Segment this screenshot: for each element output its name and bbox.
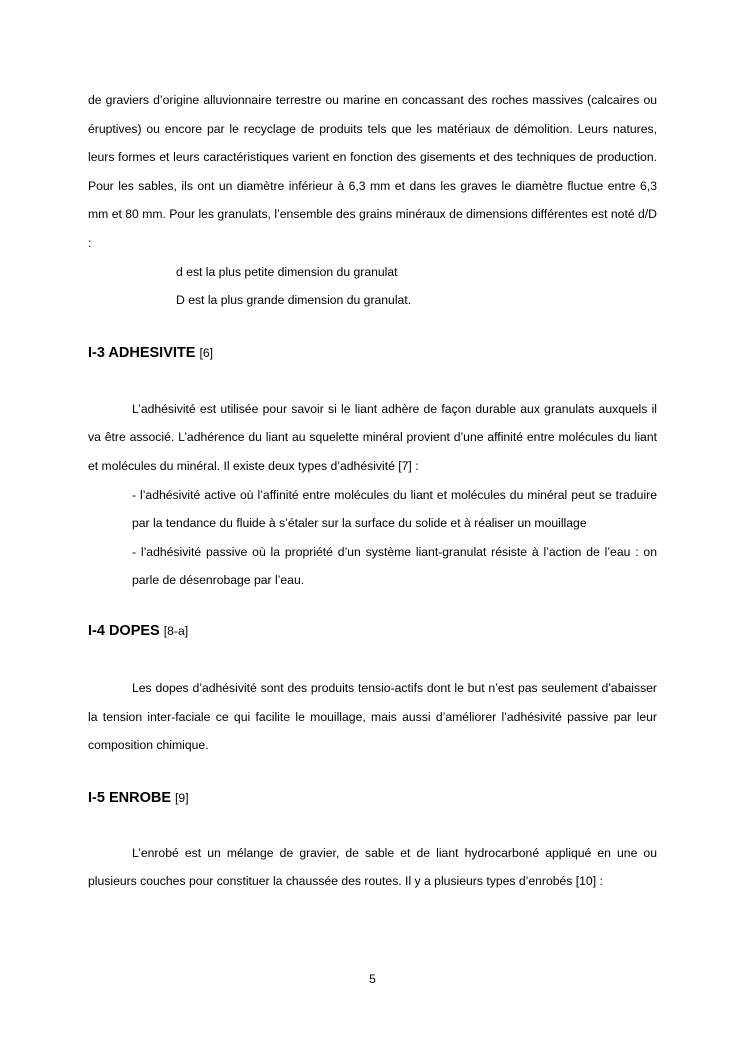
page-body: [88, 86, 657, 896]
heading-dopes-ref: [8-a]: [163, 623, 189, 638]
enrobe-paragraph: L’enrobé est un mélange de gravier, de sable et de liant hydrocarboné appliqué en une ou plusieurs couches pour constituer la chaussée des routes. Il y a plusieurs types d’enrobés [10] :: [88, 845, 657, 889]
heading-enrobe-ref: [9]: [175, 790, 189, 805]
heading-dopes-title: I-4 DOPES: [88, 622, 160, 639]
adhesivite-item-active: - l’adhésivité active où l’affinité entre molécules du liant et molécules du minéral peut se traduire par la tendance du fluide à s’étaler sur la surface du solide et à réaliser un mouillage: [132, 487, 657, 531]
definition-small-d: d est la plus petite dimension du granulat: [176, 264, 398, 279]
heading-enrobe: [88, 788, 657, 808]
heading-adhesivite-title: I-3 ADHESIVITE: [88, 344, 196, 361]
page-number: 5: [369, 972, 376, 986]
adhesivite-item-passive: - l’adhésivité passive où la propriété d’un système liant-granulat résiste à l’action de l’eau : on parle de désenrobage par l’eau.: [132, 544, 657, 588]
adhesivite-paragraph: L’adhésivité est utilisée pour savoir si le liant adhère de façon durable aux granulats auxquels il va être associé. L’adhérence du liant au squelette minéral provient d’une affinité entre molécules du liant et molécules du minéral. Il existe deux types d’adhésivité [7] :: [88, 401, 657, 473]
heading-enrobe-title: I-5 ENROBE: [88, 789, 171, 806]
heading-dopes: [88, 621, 657, 641]
intro-paragraph: de graviers d’origine alluvionnaire terrestre ou marine en concassant des roches massives (calcaires ou éruptives) ou encore par le recyclage de produits tels que les matériaux de démolition. Leurs natures, leurs formes et leurs caractéristiques varient en fonction des gisements et des techniques de production. Pour les sables, ils ont un diamètre inférieur à 6,3 mm et dans les graves le diamètre fluctue entre 6,3 mm et 80 mm. Pour les granulats, l’ensemble des grains minéraux de dimensions différentes est noté d/D :: [88, 93, 657, 250]
dopes-paragraph: Les dopes d’adhésivité sont des produits tensio-actifs dont le but n’est pas seulement d’abaisser la tension inter-faciale ce qui facilite le mouillage, mais aussi d’améliorer l’adhésivité passive par leur composition chimique.: [88, 680, 657, 753]
heading-adhesivite: [88, 343, 657, 363]
definition-large-d: D est la plus grande dimension du granulat.: [176, 293, 412, 308]
heading-adhesivite-ref: [6]: [199, 345, 214, 360]
